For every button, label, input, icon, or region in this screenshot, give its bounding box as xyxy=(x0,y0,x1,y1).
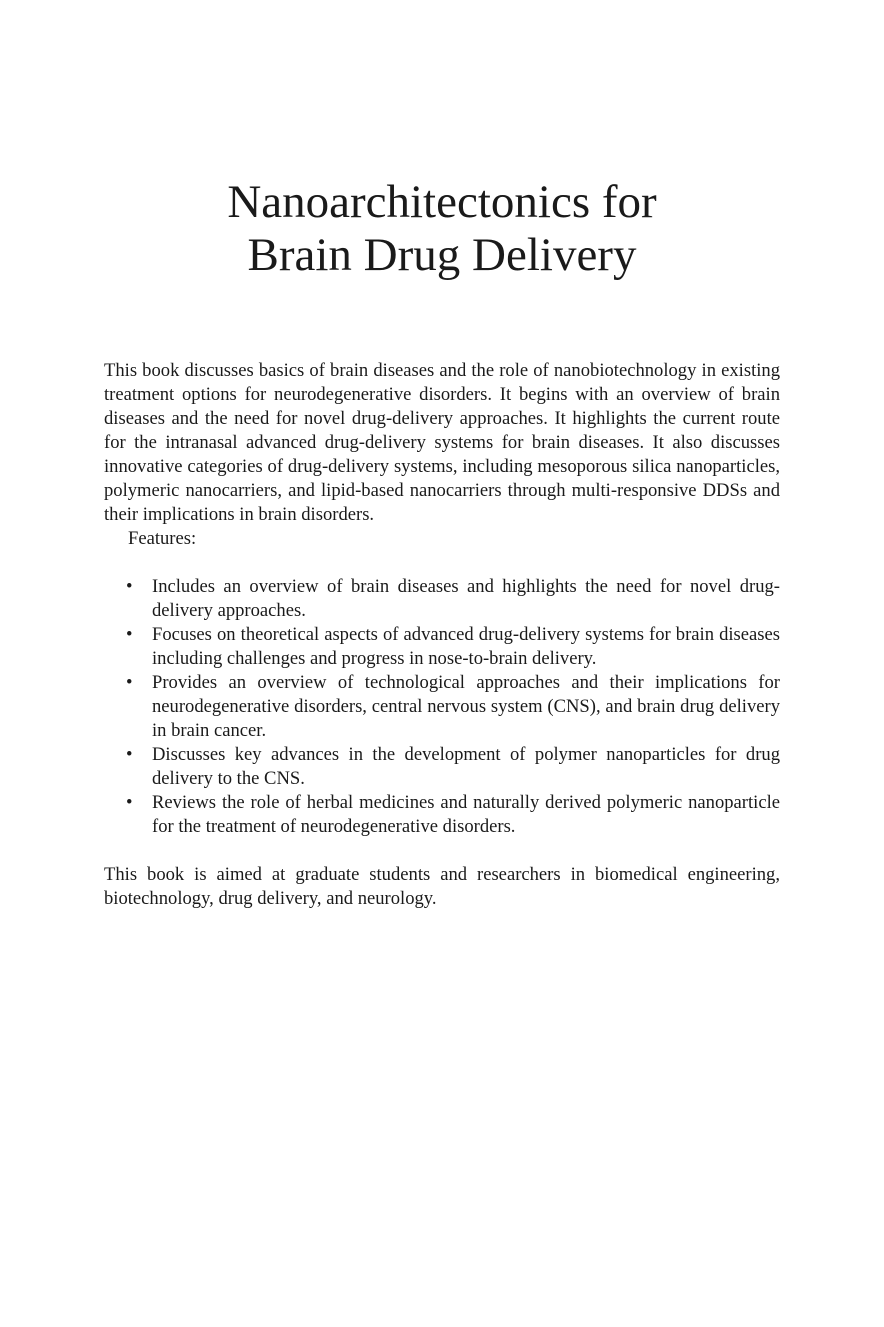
bullet-icon: • xyxy=(126,624,133,645)
feature-text: Focuses on theoretical aspects of advanced drug-delivery systems for brain diseases including challenges and progress in nose-to-brain delivery. xyxy=(152,624,780,669)
closing-paragraph: This book is aimed at graduate students and researchers in biomedical engineering, biotechnology, drug delivery, and neurology. xyxy=(104,864,780,909)
feature-text: Includes an overview of brain diseases and highlights the need for novel drug-delivery approaches. xyxy=(152,576,780,621)
intro-paragraph: This book discusses basics of brain diseases and the role of nanobiotechnology in existing treatment options for neurodegenerative disorders. It begins with an overview of brain diseases and the need for novel drug-delivery approaches. It highlights the current route for the intranasal advanced drug-delivery systems for brain diseases. It also discusses innovative categories of drug-delivery systems, including mesoporous silica nanoparticles, polymeric nanocarriers, and lipid-based nanocarriers through multi-responsive DDSs and their implications in brain disorders. xyxy=(104,360,780,525)
book-title-line-1: Nanoarchitectonics for xyxy=(227,176,657,228)
feature-item xyxy=(104,575,780,623)
feature-text: Discusses key advances in the development of polymer nanoparticles for drug delivery to the CNS. xyxy=(152,744,780,789)
features-label: Features: xyxy=(128,528,197,549)
bullet-icon: • xyxy=(126,576,133,597)
book-description xyxy=(104,359,780,911)
bullet-icon: • xyxy=(126,744,133,765)
feature-item xyxy=(104,671,780,743)
book-title xyxy=(0,176,884,282)
book-title-line-2: Brain Drug Delivery xyxy=(247,229,637,281)
feature-text: Reviews the role of herbal medicines and naturally derived polymeric nanoparticle for the treatment of neurodegenerative disorders. xyxy=(152,792,780,837)
feature-text: Provides an overview of technological approaches and their implications for neurodegenerative disorders, central nervous system (CNS), and brain drug delivery in brain cancer. xyxy=(152,672,780,741)
feature-item xyxy=(104,791,780,839)
features-list xyxy=(104,575,780,839)
bullet-icon: • xyxy=(126,672,133,693)
feature-item xyxy=(104,743,780,791)
bullet-icon: • xyxy=(126,792,133,813)
feature-item xyxy=(104,623,780,671)
